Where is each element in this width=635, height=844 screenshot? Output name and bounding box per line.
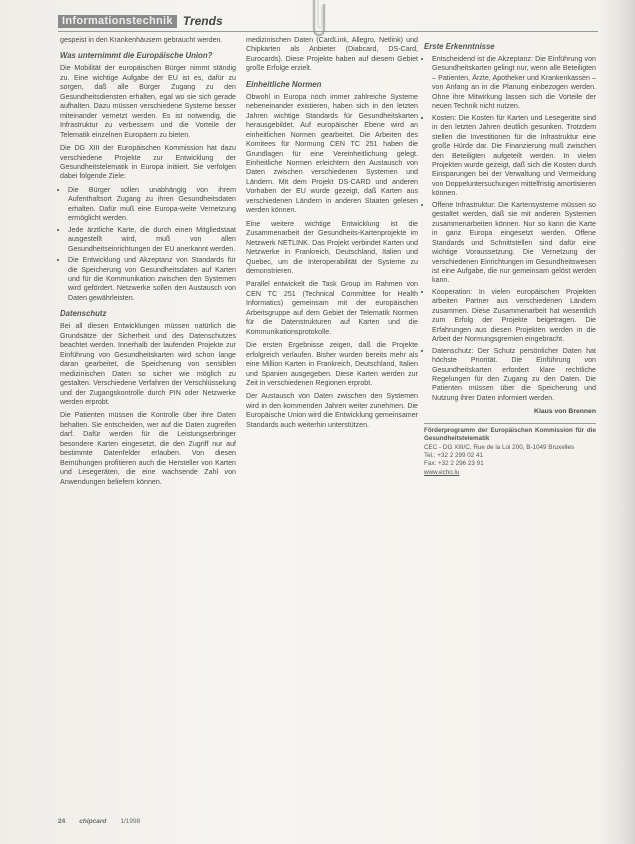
col2-paragraph-3: Eine weitere wichtige Entwicklung ist die Zusammenarbeit der Gesundheits-Kartenprojekte im Netzwerk NETLINK. Das Projekt verbindet Karten und Netzwerke in Frankreich, Deutschland, Italien und Quebec, um die Interoperabilität der Systeme zu demonstrieren. — [246, 219, 418, 275]
col1-paragraph-1: gespeist in den Krankenhäusern gebraucht werden. — [60, 36, 223, 44]
column-1 — [60, 36, 236, 491]
list-item: • Offene Infrastruktur: Die Kartensysteme müssen so gestaltet werden, daß sie mit anderen Systemen zusammenarbeiten können. Nur so kann die Karte in ganz Europa eingesetzt werden. Offene Standards und Schnittstellen sind dafür eine wichtige Voraussetzung. Die Vernetzung der verschiedenen Einrichtungen im Gesundheitswesen ist eine Aufgabe, die nur gemeinsam gelöst werden kann. — [432, 201, 596, 286]
page-footer — [58, 816, 598, 826]
col3-bullet-list — [424, 55, 596, 403]
magazine-name: chipcard — [79, 817, 107, 825]
infobox-address: CEC - DG XIII/C, Rue de la Loi 200, B-1049 Bruxelles — [424, 443, 575, 451]
infobox-phone: Tel.: +32 2 299 02 41 — [424, 451, 483, 459]
page-fold-shadow — [598, 0, 635, 844]
list-item: • Die Entwicklung und Akzeptanz von Standards für die Speicherung von Gesundheitsdaten auf Karten und für die Kommunikation zwischen den Systemen wird gefördert. Netzwerke sollen den Austausch von Daten gewährleisten. — [68, 256, 236, 303]
col1-heading-eu: Was unternimmt die Europäische Union? — [60, 51, 213, 61]
list-item: • Die Bürger sollen unabhängig von ihrem Aufenthaltsort Zugang zu ihren Gesundheitsdaten erhalten. Dafür muß eine Europa-weite Vernetzung ermöglicht werden. — [68, 186, 236, 224]
col2-paragraph-6: Der Austausch von Daten zwischen den Systemen wird in den kommenden Jahren weiter zunehmen. Die Europäische Union wird die Entwicklung gemeinsamer Standards auch weiterhin unterstützen. — [246, 392, 418, 429]
page-header — [58, 14, 223, 28]
infobox-web-link[interactable]: www.echo.lu — [424, 468, 460, 476]
issue-number: 1/1998 — [120, 817, 141, 825]
column-2 — [246, 36, 418, 434]
col2-paragraph-5: Die ersten Ergebnisse zeigen, daß die Projekte erfolgreich verlaufen. Bisher wurden bereits mehr als eine Million Karten in Frankreich, Deutschland, Italien und Spanien ausgegeben. Diese Karten werden zur Zeit in verschiedenen Regionen erprobt. — [246, 341, 418, 387]
list-item: • Kosten: Die Kosten für Karten und Lesegeräte sind in den letzten Jahren deutlich gesunken. Trotzdem stellen die Investitionen für die Infrastruktur eine große Hürde dar. Die Finanzierung muß zwischen den Beteiligten aufgeteilt werden. In vielen Projekten wurde gezeigt, daß sich die Kosten durch Einsparungen bei der Verwaltung und Vermeidung von Doppeluntersuchungen mittelfristig amortisieren können. — [432, 114, 596, 199]
col2-paragraph-1: medizinischen Daten (CardLink, Allegro, Netlink) und Chipkarten als Anbieter (Diabcard, DS-Card, Eurocards). Diese Projekte haben auf diesem Gebiet große Erfolge erzielt. — [246, 36, 418, 73]
list-item: • Datenschutz: Der Schutz persönlicher Daten hat höchste Priorität. Die Einführung von Gesundheitskarten erfordert klare rechtliche Regelungen für den Zugang zu den Daten. Die Patienten müssen über die Speicherung und Nutzung ihrer Daten informiert werden. — [432, 347, 596, 404]
col1-heading-datenschutz: Datenschutz — [60, 309, 107, 319]
col1-paragraph-2: Die Mobilität der europäischen Bürger nimmt ständig zu. Eine wichtige Aufgabe der EU ist es, dafür zu sorgen, daß alle Bürger Zugang zu den Gesundheitsdiensten erhalten, egal wo sie sich gerade aufhalten. Dazu müssen verschiedene Systeme besser miteinander vernetzt werden. Es ist notwendig, die Infrastruktur zu verbessern und die Vorteile der Telematik einzelnen Europäern zu bieten. — [60, 64, 236, 139]
infobox-fax: Fax: +32 2 296 23 91 — [424, 460, 484, 468]
header-divider — [58, 31, 598, 32]
list-item: • Jede ärztliche Karte, die durch einen Mitgliedstaat ausgestellt wird, muß von allen Gesundheitseinrichtungen der EU anerkannt werden. — [68, 226, 236, 254]
list-item: • Entscheidend ist die Akzeptanz: Die Einführung von Gesundheitskarten gelingt nur, wenn alle Beteiligten – Patienten, Ärzte, Apotheker und Krankenkassen – von Anfang an in die Planung einbezogen werden. Ohne ihre Mitwirkung lassen sich die Vorteile der neuen Technik nicht nutzen. — [432, 55, 596, 112]
infobox-title: Förderprogramm der Europäischen Kommission für die Gesundheitstelematik — [424, 426, 596, 443]
paper-clip-icon — [308, 0, 330, 38]
col2-heading-normen: Einheitliche Normen — [246, 79, 322, 89]
col1-paragraph-3: Die DG XIII der Europäischen Kommission hat dazu verschiedene Projekte zur Entwicklung der Gesundheitstelematik in Europa initiiert. Sie verfolgen dabei folgende Ziele: — [60, 144, 236, 181]
col1-paragraph-5: Die Patienten müssen die Kontrolle über ihre Daten behalten. Sie entscheiden, wer auf die Daten zugreifen darf. Dafür werden für die Leistungserbringer besondere Karten eingesetzt, die den Zugriff nur auf bestimmte Datenfelder erlauben. Von diesen Bemühungen profitieren auch die Hersteller von Karten und Lesegeräten, die eine wachsende Zahl von Anwendungen beliefern können. — [60, 411, 236, 486]
col2-paragraph-4: Parallel entwickelt die Task Group im Rahmen von CEN TC 251 (Technical Committee for Health Informatics) gemeinsam mit der europäischen Arbeitsgruppe auf dem Gebiet der Telematik Normen für die Datenstrukturen auf Karten und die Kommunikationsprotokolle. — [246, 280, 418, 336]
col3-heading-erkenntnisse: Erste Erkenntnisse — [424, 42, 495, 51]
header-section-label: Informationstechnik — [58, 15, 177, 28]
col1-bullet-list — [60, 186, 236, 303]
author-signature: Klaus von Brennen — [534, 408, 596, 416]
page-number: 24 — [58, 817, 66, 825]
contact-infobox — [424, 423, 596, 477]
col2-paragraph-2: Obwohl in Europa noch immer zahlreiche Systeme nebeneinander existieren, haben sich in den letzten Jahren wichtige Standards für Gesundheitskarten herausgebildet. Auf europäischer Ebene wird an einheitlichen Normen gearbeitet. Die Arbeiten des Komitees für Normung CEN TC 251 haben die Grundlagen für eine Vereinheitlichung gelegt. Einheitliche Normen erleichtern den Austausch von Daten zwischen verschiedenen Systemen und Ländern. Mit dem Projekt DS-CARD und anderen Vorhaben der EU wurde gezeigt, daß Karten aus verschiedenen Ländern in anderen Staaten gelesen werden können. — [246, 92, 418, 215]
list-item: • Kooperation: In vielen europäischen Projekten arbeiten Partner aus verschiedenen Ländern zusammen. Diese Zusammenarbeit hat wesentlich zum Erfolg der Projekte beigetragen. Die Erfahrungen aus diesen Projekten werden in die Arbeit der Normungsgremien eingebracht. — [432, 288, 596, 345]
column-3 — [424, 36, 596, 477]
col1-paragraph-4: Bei all diesen Entwicklungen müssen natürlich die Grundsätze der Sicherheit und des Datenschutzes beachtet werden. Innerhalb der laufenden Projekte zur Einführung von Gesundheitskarten wird schon lange daran gearbeitet, die Speicherung von sensiblen medizinischen Daten so sicher wie möglich zu gestalten. Verschiedene Verfahren der Verschlüsselung und der Zugangskontrolle durch PIN oder Netzwerke werden erprobt. — [60, 322, 236, 406]
header-title: Trends — [182, 14, 223, 28]
